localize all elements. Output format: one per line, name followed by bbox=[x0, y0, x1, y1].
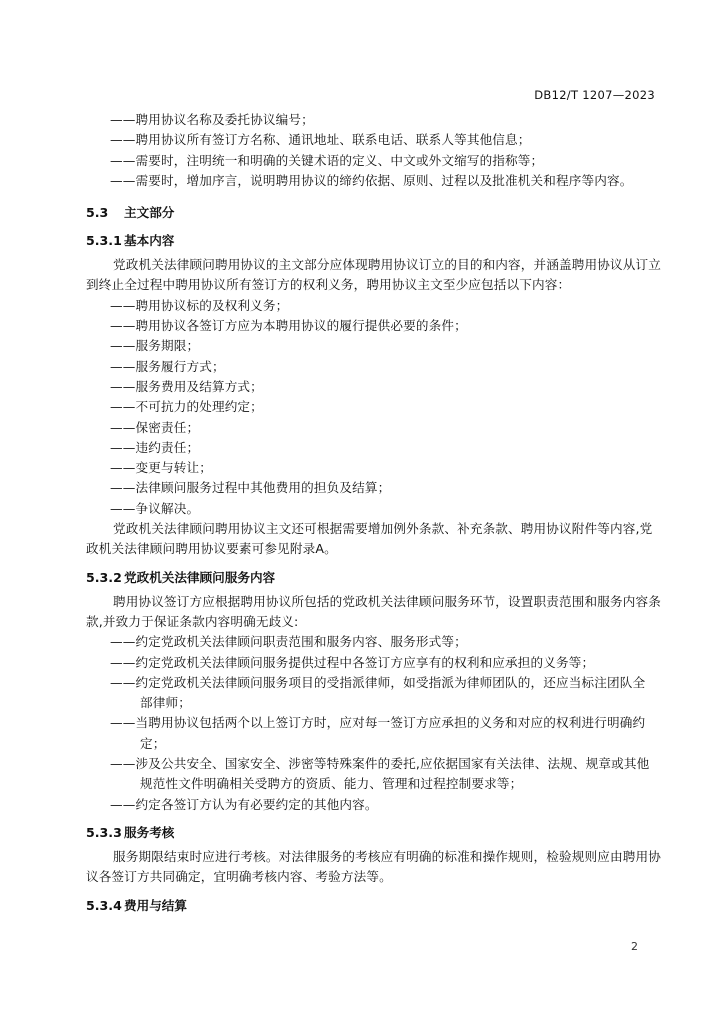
section-heading-5-3-4 bbox=[86, 896, 656, 916]
section-number: 5.3.3 bbox=[86, 824, 122, 840]
paragraph-line: 党政机关法律顾问聘用协议的主文部分应体现聘用协议订立的目的和内容，并涵盖聘用协议从订立 bbox=[113, 257, 661, 273]
list-item: ——保密责任； bbox=[110, 419, 200, 435]
section-title: 费用与结算 bbox=[124, 897, 187, 913]
list-item: ——服务履行方式； bbox=[110, 358, 225, 374]
content-list bbox=[86, 296, 656, 519]
list-item: ——聘用协议各签订方应为本聘用协议的履行提供必要的条件； bbox=[110, 318, 467, 334]
list-item: ——变更与转让； bbox=[110, 460, 212, 476]
list-item: ——当聘用协议包括两个以上签订方时，应对每一签订方应承担的义务和对应的权利进行明确约 bbox=[110, 715, 646, 731]
list-item-continuation: 规范性文件明确相关受聘方的资质、能力、管理和过程控制要求等； bbox=[140, 776, 523, 792]
paragraph bbox=[86, 592, 661, 633]
paragraph-line: 政机关法律顾问聘用协议要素可参见附录A。 bbox=[86, 541, 337, 557]
section-number: 5.3.4 bbox=[86, 897, 122, 913]
section-heading-5-3-2 bbox=[86, 568, 656, 588]
list-item-continuation: 定； bbox=[140, 735, 166, 751]
paragraph-line: 聘用协议签订方应根据聘用协议所包括的党政机关法律顾问服务环节，设置职责范围和服务内容条 bbox=[113, 593, 661, 609]
paragraph-line: 服务期限结束时应进行考核。对法律服务的考核应有明确的标准和操作规则，检验规则应由聘用协 bbox=[113, 848, 661, 864]
list-item: ——约定党政机关法律顾问服务项目的受指派律师，如受指派为律师团队的，还应当标注团队全 bbox=[110, 674, 646, 690]
list-item: ——法律顾问服务过程中其他费用的担负及结算； bbox=[110, 480, 391, 496]
section-title: 基本内容 bbox=[124, 233, 175, 249]
list-item: ——需要时，增加序言，说明聘用协议的缔约依据、原则、过程以及批准机关和程序等内容。 bbox=[110, 172, 633, 188]
section-heading-5-3-1 bbox=[86, 231, 656, 251]
section-number: 5.3.2 bbox=[86, 569, 122, 585]
list-item: ——聘用协议所有签订方名称、通讯地址、联系电话、联系人等其他信息； bbox=[110, 132, 531, 148]
paragraph-line: 议各签订方共同确定，宜明确考核内容、考验方法等。 bbox=[86, 869, 392, 885]
list-item: ——约定各签订方认为有必要约定的其他内容。 bbox=[110, 796, 378, 812]
list-item: ——不可抗力的处理约定； bbox=[110, 399, 263, 415]
paragraph bbox=[86, 519, 656, 560]
document-body bbox=[86, 110, 661, 920]
list-item: ——需要时，注明统一和明确的关键术语的定义、中文或外文缩写的指称等； bbox=[110, 152, 544, 168]
content-list bbox=[86, 632, 656, 815]
page-number: 2 bbox=[631, 940, 638, 953]
section-title: 服务考核 bbox=[124, 824, 175, 840]
paragraph-line: 款,并致力于保证条款内容明确无歧义: bbox=[86, 613, 299, 629]
section-heading-5-3-3 bbox=[86, 823, 656, 843]
document-code: DB12/T 1207—2023 bbox=[534, 88, 655, 102]
list-item: ——约定党政机关法律顾问服务提供过程中各签订方应享有的权利和应承担的义务等； bbox=[110, 654, 595, 670]
paragraph-line: 党政机关法律顾问聘用协议主文还可根据需要增加例外条款、补充条款、聘用协议附件等内容,党 bbox=[113, 521, 653, 537]
list-item: ——约定党政机关法律顾问职责范围和服务内容、服务形式等； bbox=[110, 634, 467, 650]
list-item: ——争议解决。 bbox=[110, 500, 200, 516]
paragraph-line: 到终止全过程中聘用协议所有签订方的权利义务，聘用协议主文至少应包括以下内容： bbox=[86, 277, 571, 293]
paragraph bbox=[86, 847, 661, 888]
list-item: ——违约责任； bbox=[110, 439, 200, 455]
list-item: ——聘用协议名称及委托协议编号； bbox=[110, 112, 314, 127]
list-item-continuation: 部律师； bbox=[140, 695, 191, 711]
list-item: ——聘用协议标的及权利义务； bbox=[110, 297, 289, 313]
paragraph bbox=[86, 255, 661, 296]
section-number: 5.3.1 bbox=[86, 233, 122, 249]
list-item: ——服务费用及结算方式； bbox=[110, 378, 263, 394]
intro-list bbox=[86, 110, 656, 191]
list-item: ——服务期限； bbox=[110, 338, 200, 354]
list-item: ——涉及公共安全、国家安全、涉密等特殊案件的委托,应依据国家有关法律、法规、规章或其他 bbox=[110, 756, 650, 772]
section-title: 主文部分 bbox=[124, 205, 175, 221]
section-heading-5-3 bbox=[86, 203, 656, 223]
section-title: 党政机关法律顾问服务内容 bbox=[124, 569, 276, 585]
section-number: 5.3 bbox=[86, 205, 109, 221]
